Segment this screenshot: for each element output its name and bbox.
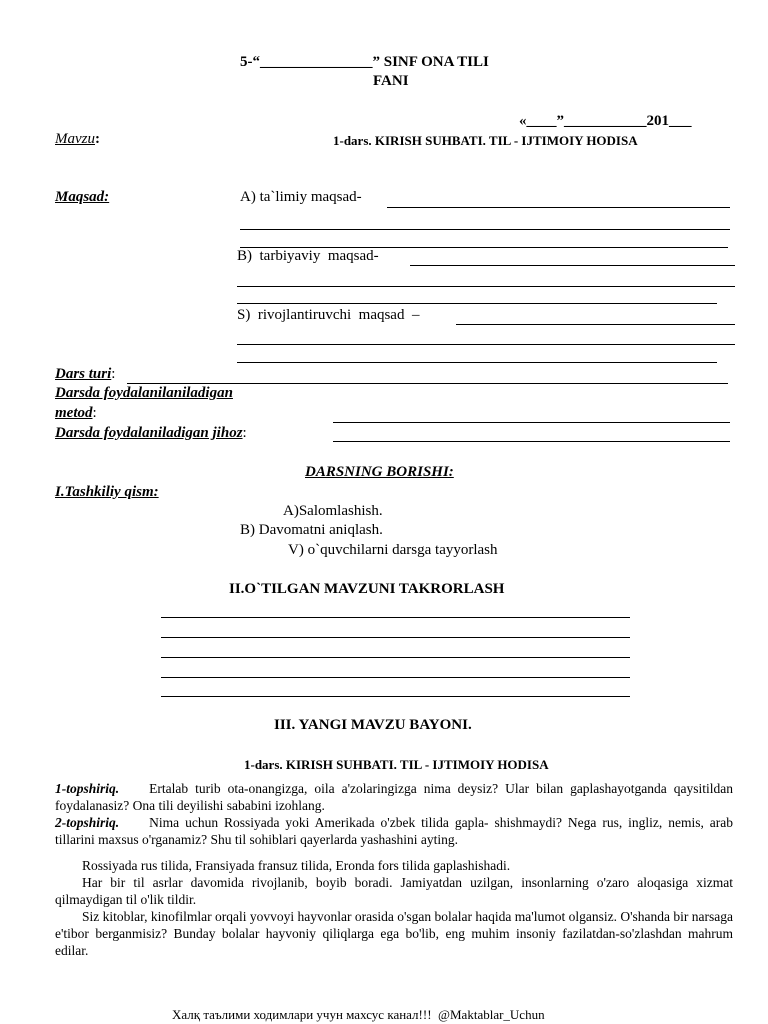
dars-turi-label: Dars turi <box>55 366 112 382</box>
item-davomat: B) Davomatni aniqlash. <box>240 522 383 538</box>
lesson-subtitle: 1-dars. KIRISH SUHBATI. TIL - IJTIMOIY HODISA <box>244 757 549 772</box>
jihoz-row <box>55 425 247 442</box>
task-1-text: Ertalab turib ota-onangizga, oila a'zolaringizga nima deysiz? Ular bilan gaplashayotganda qaysitildan foydalanasiz? Ona tili deyilishi sababini izohlang. <box>55 781 733 813</box>
maqsad-s-line-2 <box>237 344 735 345</box>
mavzu-value: 1-dars. KIRISH SUHBATI. TIL - IJTIMOIY HODISA <box>333 133 638 148</box>
task-1-label: 1-topshiriq. <box>55 781 120 796</box>
takrorlash-line-1 <box>161 617 630 618</box>
jihoz-blank <box>333 441 730 442</box>
dars-turi-blank <box>127 383 728 384</box>
maqsad-s: S) rivojlantiruvchi maqsad – <box>237 307 420 323</box>
mavzu-label: Mavzu <box>55 131 95 147</box>
metod-colon: : <box>92 405 97 421</box>
jihoz-label: Darsda foydalaniladigan jihoz <box>55 425 243 441</box>
metod-row <box>55 405 97 422</box>
maqsad-b-line-2 <box>237 286 735 287</box>
date-line: «____”___________201___ <box>519 113 692 129</box>
maqsad-a-blank <box>387 207 730 208</box>
takrorlash-line-5 <box>161 696 630 697</box>
takrorlash-line-2 <box>161 637 630 638</box>
dars-turi-colon: : <box>111 366 116 382</box>
maqsad-a-line-2 <box>240 229 730 230</box>
task-2-text: Nima uchun Rossiyada yoki Amerikada o'zbek tilida gapla- shishmaydi? Nega rus, ingliz, nemis, arab tillarini maxsus o'rganamiz? Shu til sohiblari qayerlarda yashashini ayting. <box>55 815 733 847</box>
title-line-1: 5-“_______________” SINF ONA TILI <box>240 54 489 70</box>
maqsad-s-blank <box>456 324 735 325</box>
maqsad-b-line-3 <box>237 303 717 304</box>
maqsad-b-blank <box>410 265 735 266</box>
task-1 <box>55 780 733 814</box>
mavzu-label-row <box>55 131 100 148</box>
paragraph-1: Rossiyada rus tilida, Fransiyada fransuz tilida, Eronda fors tilida gaplashishadi. <box>82 858 511 873</box>
section-2-title: II.O`TILGAN MAVZUNI TAKRORLASH <box>229 581 505 597</box>
title-line-2: FANI <box>373 73 409 89</box>
item-salomlashish: A)Salomlashish. <box>283 503 383 519</box>
maqsad-label: Maqsad: <box>55 189 110 205</box>
maqsad-s-line-3 <box>237 362 717 363</box>
dars-turi-row <box>55 366 115 383</box>
footer-channel: Халқ таълими ходимлари учун махсус канал!!! @Maktablar_Uchun <box>172 1007 545 1022</box>
section-3-title: III. YANGI MAVZU BAYONI. <box>274 717 472 733</box>
maqsad-b: B) tarbiyaviy maqsad- <box>237 248 379 264</box>
takrorlash-line-3 <box>161 657 630 658</box>
metod-label-line-1: Darsda foydalanilaniladigan <box>55 385 233 401</box>
maqsad-a: A) ta`limiy maqsad- <box>240 189 362 205</box>
task-2-label: 2-topshiriq. <box>55 815 120 830</box>
paragraph-2: Har bir til asrlar davomida rivojlanib, boyib boradi. Jamiyatdan uzilgan, insonlarning o'zaro aloqasiga xizmat qilmaydigan til o'lik tildir. <box>55 875 733 907</box>
metod-blank <box>333 422 730 423</box>
section-1-title: I.Tashkiliy qism: <box>55 484 159 500</box>
task-2 <box>55 814 733 848</box>
borishi-title: DARSNING BORISHI: <box>305 464 454 480</box>
takrorlash-line-4 <box>161 677 630 678</box>
jihoz-colon: : <box>242 425 247 441</box>
metod-label: metod <box>55 405 93 421</box>
mavzu-colon: : <box>95 131 100 147</box>
paragraph-3: Siz kitoblar, kinofilmlar orqali yovvoyi hayvonlar orasida o'sgan bolalar haqida ma'lumot olgansiz. O'shanda bir narsaga e'tibor berganmisiz? Bunday bolalar hayvoniy qiliqlarga ega bo'lib, eng muhim insoniy fazilatdan-so'zlashdan mahrum edilar. <box>55 909 733 958</box>
item-tayyorlash: V) o`quvchilarni darsga tayyorlash <box>288 542 498 558</box>
